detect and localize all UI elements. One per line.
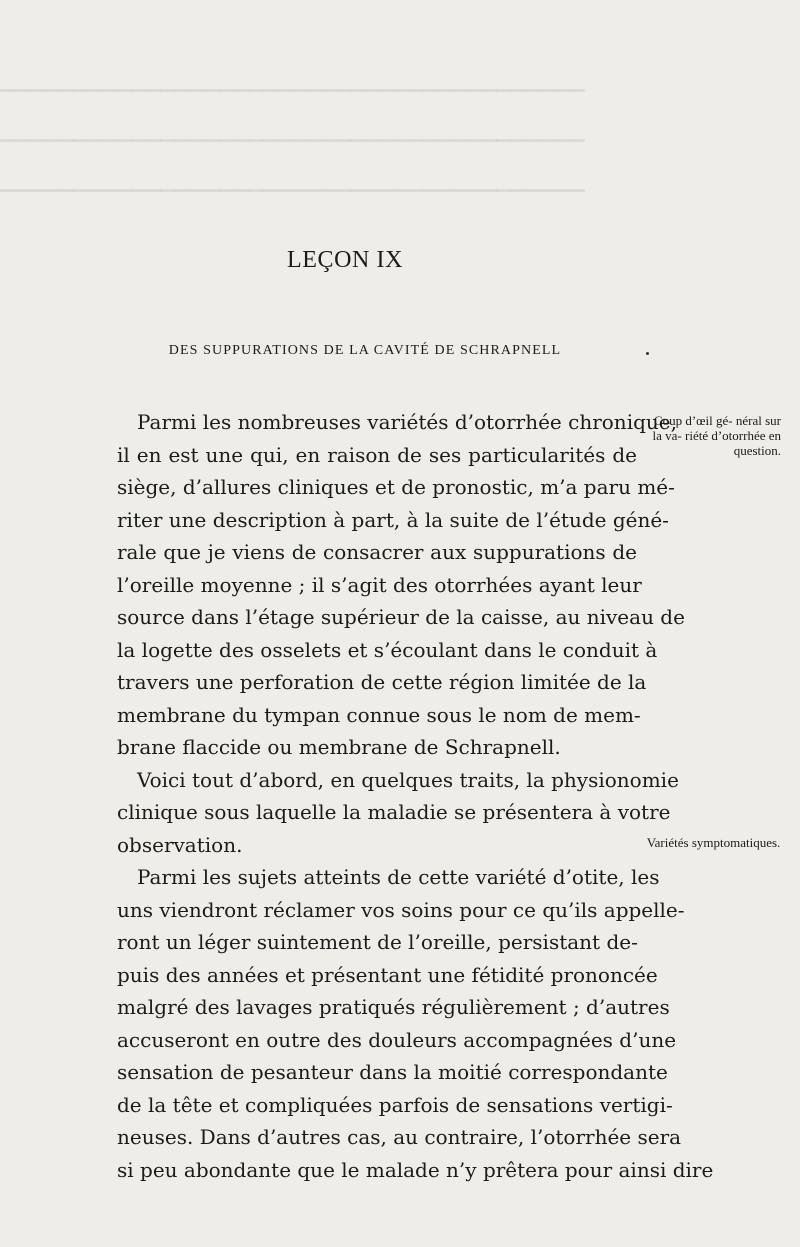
chapter-subheading: DES SUPPURATIONS DE LA CAVITÉ DE SCHRAPNELL: [168, 343, 562, 358]
text-line: source dans l’étage supérieur de la caisse, au niveau de: [117, 605, 685, 629]
text-line: brane flaccide ou membrane de Schrapnell.: [117, 735, 561, 759]
reverse-side-bleed: ▔▔▔▔▔▔▔▔▔▔▔▔▔▔▔▔▔▔▔▔▔▔▔▔▔▔▔▔▔▔▔▔▔▔▔▔▔▔▔▔: [0, 191, 585, 212]
text-line: il en est une qui, en raison de ses particularités de: [117, 442, 637, 467]
text-line: siège, d’allures cliniques et de pronostic, m’a paru mé-: [117, 475, 675, 499]
text-line: travers une perforation de cette région limitée de la: [117, 670, 647, 694]
text-line: puis des années et présentant une fétidité prononcée: [117, 962, 658, 987]
reverse-side-bleed: ▔▔▔▔▔▔▔▔▔▔▔▔▔▔▔▔▔▔▔▔▔▔▔▔▔▔▔▔▔▔▔▔▔▔▔▔▔▔▔▔: [0, 91, 585, 112]
text-line: ront un léger suintement de l’oreille, persistant de-: [117, 930, 638, 954]
text-line: de la tête et compliquées parfois de sensations vertigi-: [117, 1092, 673, 1117]
margin-note-varieties: Variétés symptomatiques.: [646, 835, 781, 850]
text-line: rale que je viens de consacrer aux suppurations de: [117, 540, 637, 564]
text-line: l’oreille moyenne ; il s’agit des otorrhées ayant leur: [117, 572, 642, 597]
text-line: accuseront en outre des douleurs accompagnées d’une: [117, 1027, 677, 1052]
text-line: observation.: [117, 832, 243, 857]
text-line: membrane du tympan connue sous le nom de mem-: [117, 702, 641, 727]
margin-note-overview: Coup d’œil gé- néral sur la va- riété d’otorrhée en question.: [652, 413, 781, 458]
text-line: uns viendront réclamer vos soins pour ce qu’ils appelle-: [117, 897, 685, 922]
text-line: malgré des lavages pratiqués régulièrement ; d’autres: [117, 995, 670, 1019]
text-line: sensation de pesanteur dans la moitié correspondante: [117, 1060, 668, 1084]
reverse-side-bleed: ▔▔▔▔▔▔▔▔▔▔▔▔▔▔▔▔▔▔▔▔▔▔▔▔▔▔▔▔▔▔▔▔▔▔▔▔▔▔▔▔: [0, 141, 585, 162]
text-line: la logette des osselets et s’écoulant dans le conduit à: [117, 637, 658, 662]
text-line: Parmi les sujets atteints de cette variété d’otite, les: [137, 865, 660, 889]
text-line: Parmi les nombreuses variétés d’otorrhée chronique,: [137, 410, 677, 434]
text-line: neuses. Dans d’autres cas, au contraire, l’otorrhée sera: [117, 1125, 682, 1149]
text-line: riter une description à part, à la suite de l’étude géné-: [117, 507, 669, 532]
text-line: Voici tout d’abord, en quelques traits, la physionomie: [137, 767, 679, 792]
lesson-heading: LEÇON IX: [286, 247, 404, 273]
text-line: clinique sous laquelle la maladie se présentera à votre: [117, 800, 671, 824]
text-line: si peu abondante que le malade n’y prêtera pour ainsi dire: [117, 1157, 714, 1182]
